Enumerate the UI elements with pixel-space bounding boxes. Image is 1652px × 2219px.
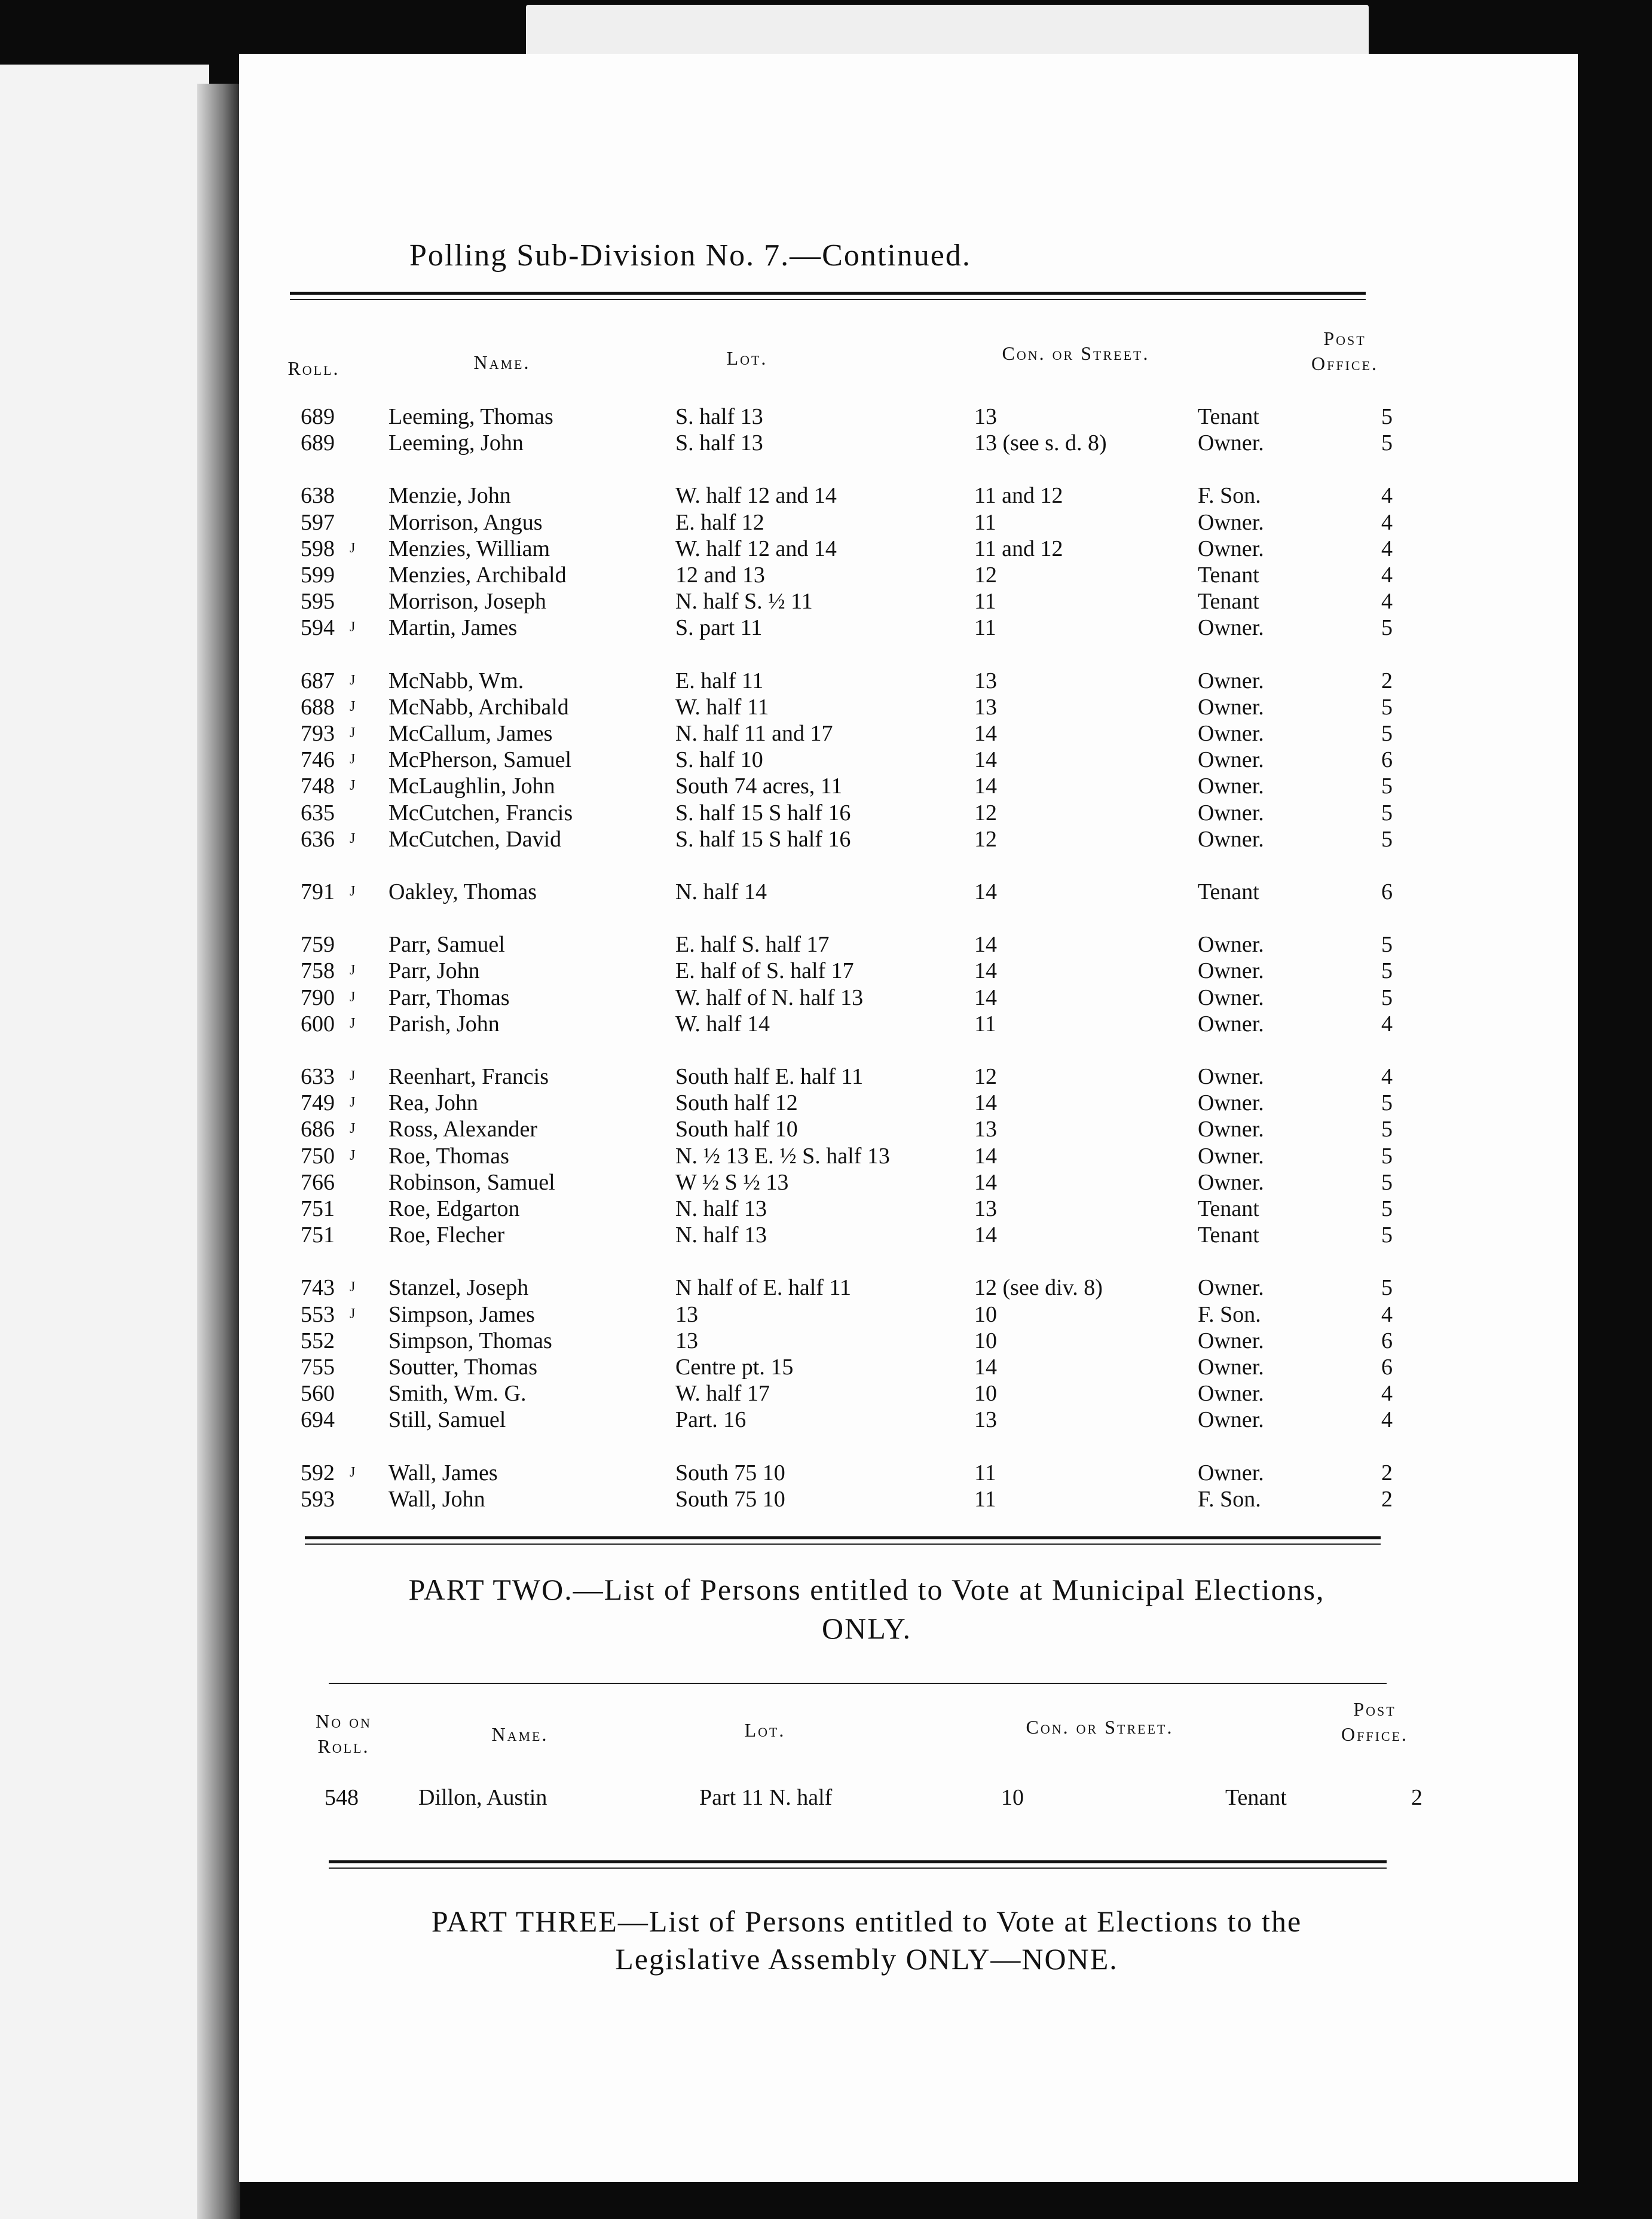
- table-row: [239, 536, 1578, 562]
- voter-lot: N. ½ 13 E. ½ S. half 13: [675, 1143, 890, 1169]
- voter-name: Parr, John: [388, 958, 480, 984]
- voter-lot: South 75 10: [675, 1460, 785, 1486]
- juror-flag: J: [350, 884, 356, 899]
- table-row: [239, 1169, 1578, 1196]
- roll-number: 548: [325, 1785, 359, 1810]
- roll-number: 597: [301, 509, 335, 535]
- voter-post-office: 4: [1381, 536, 1393, 561]
- voter-status: Owner.: [1198, 1117, 1264, 1142]
- voter-lot: South half 10: [675, 1117, 798, 1142]
- juror-flag: J: [350, 540, 356, 556]
- voter-post-office: 5: [1381, 1196, 1393, 1221]
- voter-post-office: 6: [1381, 1328, 1393, 1353]
- roll-number: 694: [301, 1407, 335, 1433]
- voter-name: Soutter, Thomas: [388, 1355, 537, 1380]
- voter-lot: S. half 13: [675, 430, 763, 456]
- voter-post-office: 5: [1381, 1143, 1393, 1169]
- voter-post-office: 4: [1381, 509, 1393, 535]
- voter-lot: South half E. half 11: [675, 1064, 864, 1089]
- voter-name: McCutchen, Francis: [388, 800, 573, 826]
- voter-post-office: 5: [1381, 826, 1393, 852]
- voter-post-office: 5: [1381, 1169, 1393, 1195]
- table-row: [239, 588, 1578, 615]
- part-two-heading: PART TWO.—List of Persons entitled to Vote at Municipal Elections,: [408, 1573, 1325, 1606]
- part-two-header-rule: [329, 1683, 1387, 1684]
- voter-name: Menzies, Archibald: [388, 563, 567, 588]
- roll-number: 594: [301, 615, 335, 641]
- voter-status: F. Son.: [1198, 483, 1261, 509]
- voter-post-office: 5: [1381, 932, 1393, 958]
- voter-name: Oakley, Thomas: [388, 879, 537, 904]
- table-row: [239, 1460, 1578, 1486]
- voter-status: Owner.: [1198, 800, 1264, 826]
- voter-concession: 12: [974, 826, 997, 852]
- voter-status: Owner.: [1198, 430, 1264, 456]
- voter-lot: W. half of N. half 13: [675, 985, 864, 1010]
- voter-concession: 14: [974, 1355, 997, 1380]
- voter-lot: Centre pt. 15: [675, 1355, 794, 1380]
- voter-status: Tenant: [1225, 1785, 1287, 1810]
- voter-status: F. Son.: [1198, 1301, 1261, 1327]
- voter-name: Robinson, Samuel: [388, 1169, 555, 1195]
- voter-status: Owner.: [1198, 721, 1264, 746]
- voter-status: Tenant: [1198, 1222, 1259, 1248]
- table-row: [239, 958, 1578, 984]
- voter-post-office: 4: [1381, 483, 1393, 509]
- voter-lot: Part 11 N. half: [699, 1785, 833, 1810]
- voter-status: Owner.: [1198, 668, 1264, 693]
- voter-name: Menzies, William: [388, 536, 550, 561]
- voter-status: Owner.: [1198, 826, 1264, 852]
- voter-post-office: 5: [1381, 430, 1393, 456]
- roll-number: 750: [301, 1143, 335, 1169]
- voter-concession: 11: [974, 1460, 996, 1486]
- voter-post-office: 2: [1381, 1486, 1393, 1512]
- voter-name: Smith, Wm. G.: [388, 1381, 527, 1407]
- voter-post-office: 5: [1381, 958, 1393, 984]
- voter-post-office: 2: [1381, 668, 1393, 693]
- voter-post-office: 5: [1381, 1117, 1393, 1142]
- table-row: [239, 985, 1578, 1011]
- header-lot: Lot.: [726, 347, 768, 369]
- roll-number: 793: [301, 721, 335, 746]
- page-title: Polling Sub-Division No. 7.—Continued.: [409, 239, 971, 273]
- juror-flag: J: [350, 725, 356, 741]
- voter-post-office: 5: [1381, 721, 1393, 746]
- voter-status: Owner.: [1198, 1460, 1264, 1486]
- roll-number: 743: [301, 1275, 335, 1301]
- voter-post-office: 4: [1381, 1407, 1393, 1433]
- roll-number: 595: [301, 589, 335, 615]
- roll-number: 599: [301, 563, 335, 588]
- roll-number: 687: [301, 668, 335, 693]
- juror-flag: J: [350, 1306, 356, 1322]
- table-row: [239, 1116, 1578, 1142]
- juror-flag: J: [350, 698, 356, 714]
- voter-concession: 13: [974, 1117, 997, 1142]
- part-three-rule-thin: [329, 1867, 1387, 1869]
- table-row: [239, 1274, 1578, 1301]
- table-row: [239, 694, 1578, 720]
- voter-status: Owner.: [1198, 1064, 1264, 1089]
- table-row: [239, 404, 1578, 430]
- voter-status: Owner.: [1198, 958, 1264, 984]
- roll-number: 751: [301, 1196, 335, 1221]
- voter-lot: N. half 14: [675, 879, 767, 904]
- voter-post-office: 5: [1381, 1275, 1393, 1301]
- voter-concession: 11: [974, 1486, 996, 1512]
- voter-status: Owner.: [1198, 615, 1264, 641]
- voter-lot: 13: [675, 1328, 698, 1353]
- voter-post-office: 6: [1381, 1355, 1393, 1380]
- juror-flag: J: [350, 751, 356, 768]
- voter-concession: 13: [974, 694, 997, 720]
- roll-number: 766: [301, 1169, 335, 1195]
- juror-flag: J: [350, 619, 356, 635]
- voter-name: Rea, John: [388, 1090, 478, 1116]
- table-row: [239, 1222, 1578, 1248]
- voter-lot: W. half 17: [675, 1381, 770, 1407]
- table-row: [239, 1063, 1578, 1090]
- header-con: Con. or Street.: [1002, 343, 1150, 364]
- voter-name: Reenhart, Francis: [388, 1064, 549, 1089]
- voter-concession: 11 and 12: [974, 536, 1063, 561]
- voter-status: F. Son.: [1198, 1486, 1261, 1512]
- juror-flag: J: [350, 989, 356, 1005]
- voter-lot: N half of E. half 11: [675, 1275, 852, 1301]
- juror-flag: J: [350, 1068, 356, 1084]
- voter-status: Owner.: [1198, 1011, 1264, 1037]
- voter-post-office: 4: [1381, 1064, 1393, 1089]
- table-row: [239, 826, 1578, 852]
- voter-status: Owner.: [1198, 1169, 1264, 1195]
- voter-lot: N. half 11 and 17: [675, 721, 833, 746]
- voter-post-office: 4: [1381, 589, 1393, 615]
- voter-post-office: 5: [1381, 404, 1393, 429]
- voter-concession: 12: [974, 800, 997, 826]
- table-row: [239, 1143, 1578, 1169]
- voter-lot: W ½ S ½ 13: [675, 1169, 789, 1195]
- table-row: [239, 430, 1578, 456]
- voter-post-office: 6: [1381, 879, 1393, 904]
- voter-lot: S. half 13: [675, 404, 763, 429]
- voter-name: McNabb, Wm.: [388, 668, 524, 693]
- voter-lot: S. half 10: [675, 747, 763, 773]
- table-row: [239, 931, 1578, 958]
- header-post: Post Office.: [1311, 328, 1379, 374]
- voter-name: Wall, James: [388, 1460, 498, 1486]
- table-row: [239, 1380, 1578, 1407]
- voter-status: Owner.: [1198, 1090, 1264, 1116]
- voter-name: McCutchen, David: [388, 826, 562, 852]
- voter-lot: W. half 12 and 14: [675, 536, 837, 561]
- roll-number: 636: [301, 826, 335, 852]
- voter-name: McCallum, James: [388, 721, 553, 746]
- voter-post-office: 6: [1381, 747, 1393, 773]
- voter-concession: 13: [974, 404, 997, 429]
- voter-status: Owner.: [1198, 774, 1264, 799]
- voter-concession: 14: [974, 879, 997, 904]
- voter-name: Menzie, John: [388, 483, 511, 509]
- voter-concession: 13: [974, 1196, 997, 1221]
- part-three-rule: [329, 1860, 1387, 1863]
- voter-concession: 12: [974, 563, 997, 588]
- part-two-header-name: Name.: [491, 1723, 549, 1745]
- voter-post-office: 5: [1381, 774, 1393, 799]
- voter-lot: S. part 11: [675, 615, 763, 641]
- voter-lot: N. half S. ½ 11: [675, 589, 813, 615]
- voter-lot: E. half of S. half 17: [675, 958, 854, 984]
- part-two-header-con: Con. or Street.: [1026, 1716, 1174, 1738]
- voter-post-office: 4: [1381, 1381, 1393, 1407]
- table-row: [239, 1354, 1578, 1380]
- table-row: [239, 1196, 1578, 1222]
- voter-concession: 10: [974, 1301, 997, 1327]
- roll-number: 791: [301, 879, 335, 904]
- part-two-rule-thin: [305, 1543, 1381, 1545]
- roll-number: 560: [301, 1381, 335, 1407]
- voter-name: Morrison, Joseph: [388, 589, 546, 615]
- voter-lot: W. half 14: [675, 1011, 770, 1037]
- roll-number: 689: [301, 404, 335, 429]
- table-row: [239, 1328, 1578, 1354]
- roll-number: 758: [301, 958, 335, 984]
- voter-status: Owner.: [1198, 1143, 1264, 1169]
- voter-name: McNabb, Archibald: [388, 694, 569, 720]
- juror-flag: J: [350, 672, 356, 688]
- voter-lot: E. half 11: [675, 668, 764, 693]
- roll-number: 593: [301, 1486, 335, 1512]
- juror-flag: J: [350, 778, 356, 794]
- part-two-rule: [305, 1536, 1381, 1539]
- voter-post-office: 4: [1381, 1011, 1393, 1037]
- voter-lot: South half 12: [675, 1090, 798, 1116]
- voter-post-office: 2: [1381, 1460, 1393, 1486]
- voter-status: Owner.: [1198, 932, 1264, 958]
- roll-number: 755: [301, 1355, 335, 1380]
- roll-number: 598: [301, 536, 335, 561]
- table-row: [239, 509, 1578, 536]
- voter-concession: 11: [974, 509, 996, 535]
- voter-lot: E. half 12: [675, 509, 764, 535]
- voter-name: Stanzel, Joseph: [388, 1275, 529, 1301]
- voter-name: Parr, Samuel: [388, 932, 505, 958]
- part-three-heading: PART THREE—List of Persons entitled to Vote at Elections to the: [431, 1905, 1302, 1938]
- voter-concession: 10: [1001, 1785, 1024, 1810]
- voter-post-office: 5: [1381, 615, 1393, 641]
- voter-concession: 11 and 12: [974, 483, 1063, 509]
- table-row: [239, 747, 1578, 773]
- voter-name: McPherson, Samuel: [388, 747, 572, 773]
- roll-number: 746: [301, 747, 335, 773]
- binding-shadow: [197, 84, 240, 2219]
- voter-status: Tenant: [1198, 404, 1259, 429]
- roll-number: 592: [301, 1460, 335, 1486]
- voter-concession: 14: [974, 1143, 997, 1169]
- voter-lot: W. half 11: [675, 694, 769, 720]
- table-row: [239, 720, 1578, 747]
- voter-name: Wall, John: [388, 1486, 485, 1512]
- voter-concession: 10: [974, 1328, 997, 1353]
- table-row: [239, 879, 1578, 905]
- roll-number: 751: [301, 1222, 335, 1248]
- roll-number: 633: [301, 1064, 335, 1089]
- table-row: [239, 482, 1578, 509]
- voter-lot: Part. 16: [675, 1407, 747, 1433]
- table-row: [239, 1090, 1578, 1116]
- voter-concession: 11: [974, 589, 996, 615]
- juror-flag: J: [350, 1147, 356, 1163]
- voter-concession: 14: [974, 1222, 997, 1248]
- part-two-only: ONLY.: [822, 1612, 911, 1645]
- roll-number: 553: [301, 1301, 335, 1327]
- roll-number: 748: [301, 774, 335, 799]
- table-row: [239, 800, 1578, 826]
- table-row: [239, 562, 1578, 588]
- voter-status: Owner.: [1198, 509, 1264, 535]
- table-row: [239, 1407, 1578, 1433]
- voter-lot: N. half 13: [675, 1196, 767, 1221]
- juror-flag: J: [350, 1015, 356, 1031]
- juror-flag: J: [350, 1279, 356, 1295]
- juror-flag: J: [350, 1464, 356, 1480]
- juror-flag: J: [350, 962, 356, 979]
- title-rule-thin: [290, 299, 1366, 300]
- voter-concession: 14: [974, 721, 997, 746]
- voter-lot: S. half 15 S half 16: [675, 826, 851, 852]
- roll-number: 635: [301, 800, 335, 826]
- voter-name: Parish, John: [388, 1011, 500, 1037]
- voter-concession: 14: [974, 1090, 997, 1116]
- part-two-header-lot: Lot.: [744, 1719, 786, 1741]
- voter-lot: South 74 acres, 11: [675, 774, 843, 799]
- voter-concession: 14: [974, 958, 997, 984]
- voter-post-office: 5: [1381, 1090, 1393, 1116]
- voter-status: Owner.: [1198, 1407, 1264, 1433]
- voter-concession: 14: [974, 985, 997, 1010]
- left-page-edge: [0, 65, 209, 2219]
- juror-flag: J: [350, 1121, 356, 1137]
- voter-lot: W. half 12 and 14: [675, 483, 837, 509]
- document-page: [239, 54, 1578, 2182]
- roll-number: 689: [301, 430, 335, 456]
- voter-post-office: 5: [1381, 985, 1393, 1010]
- voter-concession: 14: [974, 774, 997, 799]
- voter-name: Leeming, John: [388, 430, 524, 456]
- voter-name: McLaughlin, John: [388, 774, 555, 799]
- table-row: [239, 615, 1578, 641]
- roll-number: 600: [301, 1011, 335, 1037]
- roll-number: 688: [301, 694, 335, 720]
- table-row: [239, 668, 1578, 694]
- voter-post-office: 5: [1381, 1222, 1393, 1248]
- voter-concession: 14: [974, 932, 997, 958]
- voter-name: Parr, Thomas: [388, 985, 510, 1010]
- voter-status: Owner.: [1198, 536, 1264, 561]
- voter-post-office: 5: [1381, 800, 1393, 826]
- part-two-row: [239, 1784, 1578, 1811]
- juror-flag: J: [350, 1095, 356, 1111]
- roll-number: 759: [301, 932, 335, 958]
- voter-concession: 12: [974, 1064, 997, 1089]
- part-two-header-post: Post Office.: [1341, 1698, 1409, 1745]
- voter-status: Owner.: [1198, 1355, 1264, 1380]
- voter-name: Still, Samuel: [388, 1407, 506, 1433]
- voter-status: Tenant: [1198, 589, 1259, 615]
- voter-lot: S. half 15 S half 16: [675, 800, 851, 826]
- voter-status: Owner.: [1198, 747, 1264, 773]
- title-rule: [290, 292, 1366, 295]
- voter-concession: 14: [974, 1169, 997, 1195]
- voter-status: Owner.: [1198, 985, 1264, 1010]
- voter-post-office: 4: [1381, 1301, 1393, 1327]
- voter-name: Ross, Alexander: [388, 1117, 538, 1142]
- roll-number: 790: [301, 985, 335, 1010]
- voter-name: Dillon, Austin: [418, 1785, 547, 1810]
- voter-status: Owner.: [1198, 1275, 1264, 1301]
- roll-number: 686: [301, 1117, 335, 1142]
- table-row: [239, 773, 1578, 799]
- roll-number: 638: [301, 483, 335, 509]
- part-two-header-roll: No on Roll.: [316, 1710, 372, 1757]
- voter-concession: 10: [974, 1381, 997, 1407]
- part-three-none: Legislative Assembly ONLY—NONE.: [615, 1942, 1118, 1976]
- voter-post-office: 5: [1381, 694, 1393, 720]
- voter-name: Morrison, Angus: [388, 509, 543, 535]
- voter-status: Tenant: [1198, 1196, 1259, 1221]
- header-name: Name.: [473, 352, 531, 373]
- voter-status: Owner.: [1198, 1328, 1264, 1353]
- voter-status: Tenant: [1198, 563, 1259, 588]
- voter-concession: 13: [974, 1407, 997, 1433]
- roll-number: 749: [301, 1090, 335, 1116]
- voter-name: Roe, Thomas: [388, 1143, 509, 1169]
- table-row: [239, 1011, 1578, 1037]
- roll-number: 552: [301, 1328, 335, 1353]
- table-row: [239, 1301, 1578, 1328]
- voter-lot: 13: [675, 1301, 698, 1327]
- header-roll: Roll.: [287, 357, 340, 379]
- voter-post-office: 4: [1381, 563, 1393, 588]
- voter-name: Leeming, Thomas: [388, 404, 553, 429]
- voter-post-office: 2: [1411, 1785, 1422, 1810]
- voter-name: Roe, Flecher: [388, 1222, 505, 1248]
- voter-lot: South 75 10: [675, 1486, 785, 1512]
- juror-flag: J: [350, 830, 356, 846]
- voter-name: Roe, Edgarton: [388, 1196, 520, 1221]
- voter-concession: 11: [974, 1011, 996, 1037]
- voter-concession: 14: [974, 747, 997, 773]
- voter-status: Tenant: [1198, 879, 1259, 904]
- voter-lot: 12 and 13: [675, 563, 765, 588]
- voter-concession: 11: [974, 615, 996, 641]
- table-row: [239, 1486, 1578, 1512]
- voter-lot: E. half S. half 17: [675, 932, 830, 958]
- voter-status: Owner.: [1198, 694, 1264, 720]
- voter-name: Martin, James: [388, 615, 518, 641]
- voter-name: Simpson, Thomas: [388, 1328, 552, 1353]
- voter-concession: 12 (see div. 8): [974, 1275, 1103, 1301]
- voter-name: Simpson, James: [388, 1301, 535, 1327]
- voter-concession: 13 (see s. d. 8): [974, 430, 1107, 456]
- voter-lot: N. half 13: [675, 1222, 767, 1248]
- voter-concession: 13: [974, 668, 997, 693]
- voter-status: Owner.: [1198, 1381, 1264, 1407]
